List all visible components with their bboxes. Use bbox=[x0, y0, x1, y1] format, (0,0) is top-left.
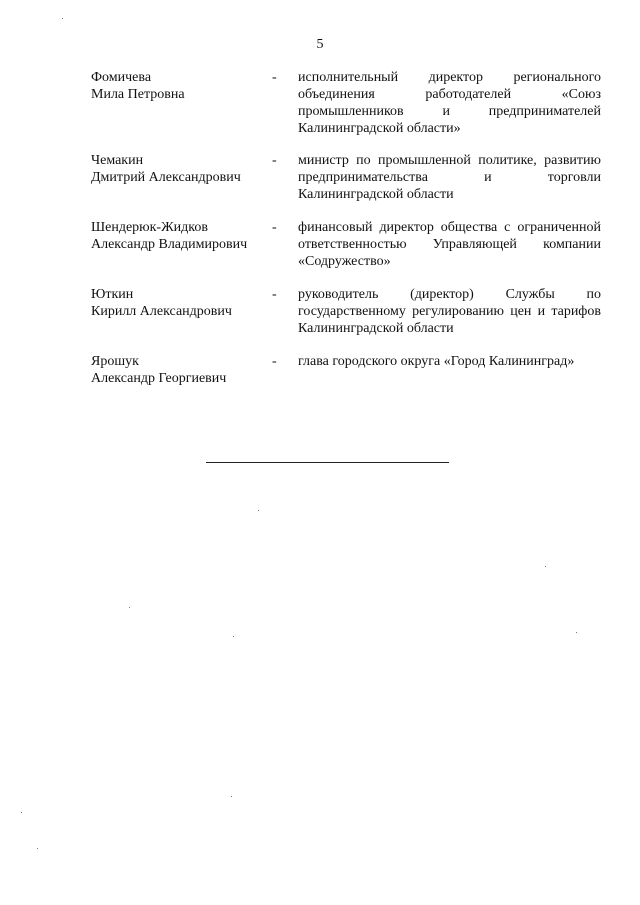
member-role: руководитель (директор) Службы по государственному регулированию цен и тарифов Калининградской области bbox=[298, 287, 601, 336]
scan-speck bbox=[231, 796, 232, 797]
member-role: глава городского округа «Город Калининград» bbox=[298, 354, 575, 369]
member-given-names: Дмитрий Александрович bbox=[91, 170, 241, 185]
scan-speck bbox=[258, 510, 259, 511]
member-name bbox=[91, 286, 271, 320]
member-given-names: Александр Владимирович bbox=[91, 237, 248, 252]
member-role: финансовый директор общества с ограниченной ответственностью Управляющей компании «Содружество» bbox=[298, 220, 601, 269]
scan-speck bbox=[545, 566, 546, 567]
scan-speck bbox=[129, 607, 130, 608]
scan-speck bbox=[37, 848, 38, 849]
member-surname: Чемакин bbox=[91, 153, 144, 168]
member-name bbox=[91, 69, 271, 103]
member-role: исполнительный директор регионального объединения работодателей «Союз промышленников и предпринимателей Калининградской области» bbox=[298, 70, 601, 136]
member-surname: Юткин bbox=[91, 287, 134, 302]
member-name bbox=[91, 219, 271, 253]
member-surname: Шендерюк-Жидков bbox=[91, 220, 208, 235]
member-role: министр по промышленной политике, развитию предпринимательства и торговли Калининградской области bbox=[298, 153, 601, 202]
member-given-names: Мила Петровна bbox=[91, 87, 185, 102]
member-surname: Ярошук bbox=[91, 354, 139, 369]
scan-speck bbox=[233, 636, 234, 637]
member-name bbox=[91, 353, 271, 387]
member-given-names: Александр Георгиевич bbox=[91, 371, 227, 386]
member-surname: Фомичева bbox=[91, 70, 152, 85]
dash-separator: - bbox=[272, 354, 277, 369]
dash-separator: - bbox=[272, 153, 277, 168]
dash-separator: - bbox=[272, 70, 277, 85]
scan-speck bbox=[62, 18, 63, 19]
end-rule bbox=[206, 462, 449, 463]
page-number: 5 bbox=[316, 37, 324, 52]
member-given-names: Кирилл Александрович bbox=[91, 304, 232, 319]
dash-separator: - bbox=[272, 220, 277, 235]
scan-speck bbox=[576, 632, 577, 633]
dash-separator: - bbox=[272, 287, 277, 302]
scan-speck bbox=[21, 812, 22, 813]
member-name bbox=[91, 152, 271, 186]
